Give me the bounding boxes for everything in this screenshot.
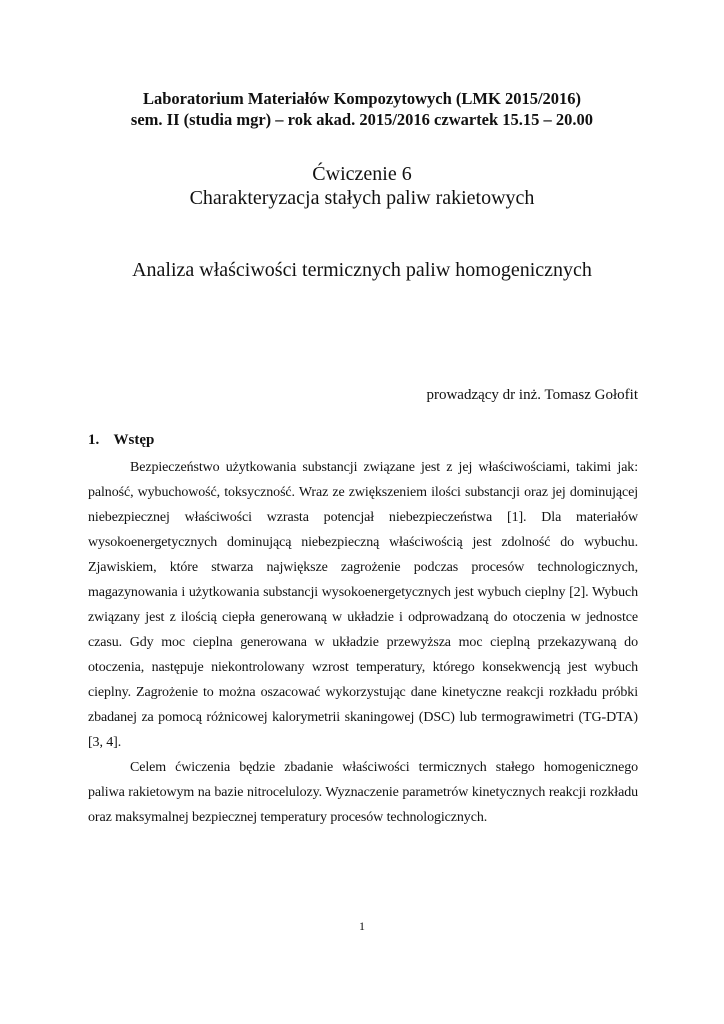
exercise-number: Ćwiczenie 6: [312, 163, 412, 185]
page-number: 1: [359, 919, 365, 933]
section-heading: [88, 430, 154, 450]
exercise-title: Charakteryzacja stałych paliw rakietowych: [189, 187, 535, 209]
section-title: Wstęp: [113, 432, 155, 448]
section-body: [88, 455, 638, 830]
instructor-line: prowadzący dr inż. Tomasz Gołofit: [426, 387, 638, 403]
section-number: 1.: [88, 432, 100, 448]
document-header: [0, 88, 724, 130]
header-line-2: sem. II (studia mgr) – rok akad. 2015/2016 czwartek 15.15 – 20.00: [130, 110, 594, 129]
header-line-1: Laboratorium Materiałów Kompozytowych (LMK 2015/2016): [142, 89, 582, 108]
document-subtitle: Analiza właściwości termicznych paliw homogenicznych: [132, 259, 592, 281]
paragraph-2: Celem ćwiczenia będzie zbadanie właściwości termicznych stałego homogenicznego paliwa rakietowym na bazie nitrocelulozy. Wyznaczenie parametrów kinetycznych reakcji rozkładu oraz maksymalnej bezpiecznej temperatury procesów technologicznych.: [88, 760, 638, 825]
paragraph-1: Bezpieczeństwo użytkowania substancji związane jest z jej właściwościami, takimi jak: palność, wybuchowość, toksyczność. Wraz ze zwiększeniem ilości substancji oraz jej dominującej niebezpiecznej właściwości wzrasta potencjał niebezpieczeństwa [1]. Dla materiałów wysokoenergetycznych dominującą niebezpieczną właściwością jest zdolność do wybuchu. Zjawiskiem, które stwarza największe zagrożenie podczas procesów technologicznych, magazynowania i użytkowania substancji wysokoenergetycznych jest wybuch cieplny [2]. Wybuch związany jest z ilością ciepła generowaną w układzie i odprowadzaną do otoczenia w jednostce czasu. Gdy moc cieplna generowana w układzie przewyższa moc cieplną przekazywaną do otoczenia, następuje niekontrolowany wzrost temperatury, którego konsekwencją jest wybuch cieplny. Zagrożenie to można oszacować wykorzystując dane kinetyczne reakcji rozkładu próbki zbadanej za pomocą różnicowej kalorymetrii skaningowej (DSC) lub termograwimetri (TG-DTA) [3, 4].: [88, 460, 638, 750]
exercise-block: [0, 162, 724, 210]
